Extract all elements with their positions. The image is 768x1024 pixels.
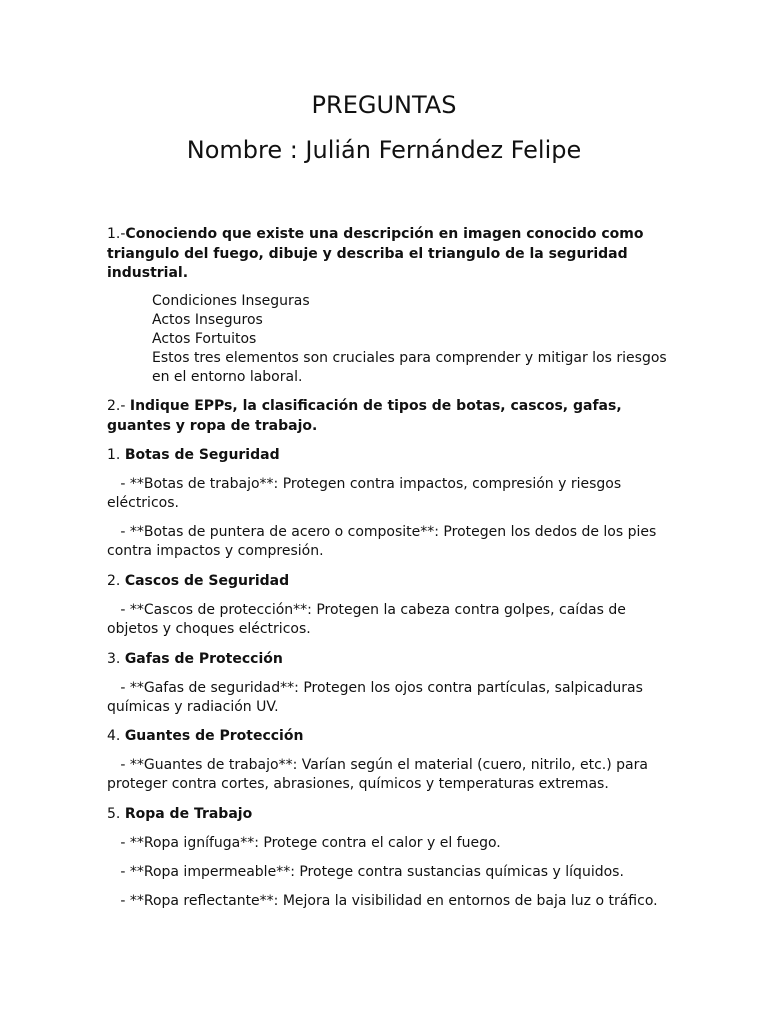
- list-item: Actos Inseguros: [152, 312, 263, 328]
- question-2: [107, 397, 667, 436]
- section-heading: Gafas de Protección: [124, 651, 283, 667]
- list-item: Actos Fortuitos: [152, 331, 257, 347]
- question-2-number: 2.-: [107, 398, 130, 414]
- page-title: PREGUNTAS: [311, 91, 457, 119]
- section-number: 1.: [107, 447, 125, 463]
- question-1-line-3: industrial.: [107, 265, 189, 281]
- paragraph-line: químicas y radiación UV.: [107, 699, 279, 715]
- section-heading-botas: [107, 446, 280, 466]
- question-1-line-2: triangulo del fuego, dibuje y describa el triangulo de la seguridad: [107, 245, 628, 262]
- question-1-number: 1.-: [107, 226, 126, 242]
- question-2-line-2: guantes y ropa de trabajo.: [107, 417, 318, 434]
- paragraph-line: - **Cascos de protección**: Protegen la cabeza contra golpes, caídas de: [107, 602, 626, 618]
- paragraph-line: objetos y choques eléctricos.: [107, 621, 311, 637]
- section-number: 4.: [107, 728, 125, 744]
- question-1: [107, 225, 667, 284]
- section-heading: Cascos de Seguridad: [124, 573, 290, 589]
- list-item: en el entorno laboral.: [152, 369, 303, 385]
- student-name: Nombre : Julián Fernández Felipe: [186, 136, 582, 164]
- paragraph-line: proteger contra cortes, abrasiones, químicos y temperaturas extremas.: [107, 776, 609, 792]
- section-heading: Botas de Seguridad: [124, 447, 280, 463]
- section-heading: Ropa de Trabajo: [124, 806, 253, 822]
- section-heading: Guantes de Protección: [124, 728, 304, 744]
- paragraph-line: - **Ropa reflectante**: Mejora la visibilidad en entornos de baja luz o tráfico.: [107, 893, 658, 909]
- section-number: 3.: [107, 651, 125, 667]
- section-heading-gafas: [107, 650, 283, 670]
- section-number: 2.: [107, 573, 125, 589]
- paragraph-line: contra impactos y compresión.: [107, 543, 324, 559]
- paragraph-line: - **Ropa impermeable**: Protege contra sustancias químicas y líquidos.: [107, 864, 624, 880]
- question-2-line-1: Indique EPPs, la clasificación de tipos de botas, cascos, gafas,: [129, 398, 622, 414]
- triangle-list: [152, 292, 672, 387]
- question-1-line-1: Conociendo que existe una descripción en imagen conocido como: [125, 226, 644, 242]
- paragraph-line: - **Ropa ignífuga**: Protege contra el calor y el fuego.: [107, 835, 501, 851]
- section-heading-ropa: [107, 805, 252, 825]
- paragraph-line: eléctricos.: [107, 495, 179, 511]
- list-item: Estos tres elementos son cruciales para comprender y mitigar los riesgos: [152, 350, 667, 366]
- paragraph-line: - **Gafas de seguridad**: Protegen los ojos contra partículas, salpicaduras: [107, 680, 643, 696]
- section-heading-cascos: [107, 572, 289, 592]
- list-item: Condiciones Inseguras: [152, 293, 310, 309]
- paragraph-line: - **Guantes de trabajo**: Varían según el material (cuero, nitrilo, etc.) para: [107, 757, 648, 773]
- section-number: 5.: [107, 806, 125, 822]
- section-heading-guantes: [107, 727, 303, 747]
- paragraph-line: - **Botas de trabajo**: Protegen contra impactos, compresión y riesgos: [107, 476, 622, 492]
- paragraph-line: - **Botas de puntera de acero o composite**: Protegen los dedos de los pies: [107, 524, 657, 540]
